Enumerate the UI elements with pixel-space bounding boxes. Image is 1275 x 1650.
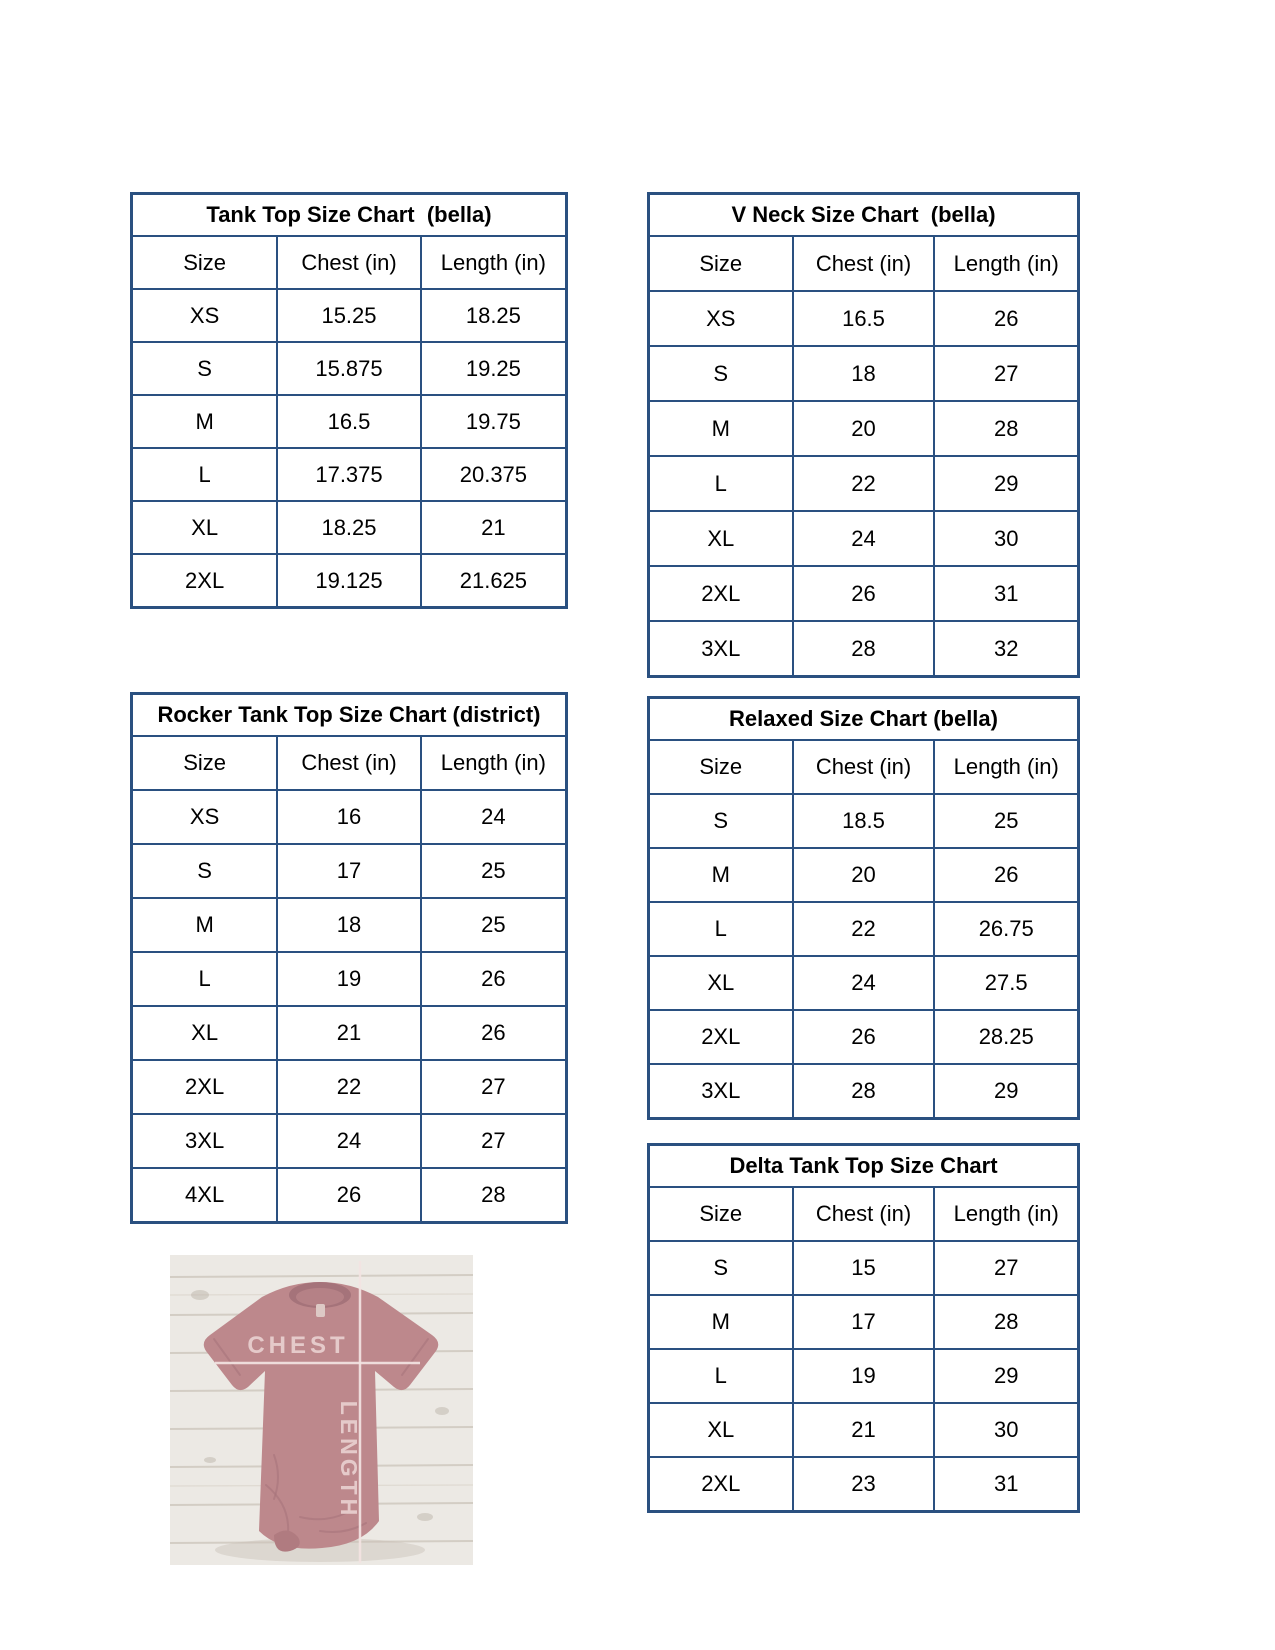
table-cell: 4XL xyxy=(132,1168,278,1223)
column-header: Chest (in) xyxy=(277,736,421,790)
table-cell: M xyxy=(649,848,793,902)
table-cell: 27 xyxy=(934,346,1078,401)
table-cell: 25 xyxy=(421,898,567,952)
table-cell: 3XL xyxy=(132,1114,278,1168)
table-cell: L xyxy=(132,448,278,501)
table-cell: 2XL xyxy=(132,554,278,608)
table-cell: 28 xyxy=(934,1295,1078,1349)
table-cell: 26 xyxy=(793,566,935,621)
table-cell: 18 xyxy=(277,898,421,952)
table-cell: 27 xyxy=(421,1114,567,1168)
header-row xyxy=(132,236,567,289)
table-row xyxy=(132,501,567,554)
table-row xyxy=(649,956,1079,1010)
brand-tag xyxy=(316,1304,325,1317)
table-cell: L xyxy=(649,456,793,511)
table-cell: L xyxy=(649,1349,793,1403)
table-cell: 28 xyxy=(421,1168,567,1223)
table-cell: 27.5 xyxy=(934,956,1078,1010)
table-cell: 20 xyxy=(793,848,935,902)
table-cell: 28 xyxy=(793,1064,935,1119)
table-cell: XL xyxy=(649,1403,793,1457)
table-cell: 24 xyxy=(793,511,935,566)
column-header: Size xyxy=(132,736,278,790)
table-row xyxy=(649,1349,1079,1403)
table-cell: XL xyxy=(649,956,793,1010)
table-cell: 26 xyxy=(277,1168,421,1223)
table-row xyxy=(649,346,1079,401)
table-cell: 19 xyxy=(277,952,421,1006)
table-cell: 20.375 xyxy=(421,448,567,501)
table-row xyxy=(649,902,1079,956)
table-cell: 18.25 xyxy=(421,289,567,342)
table-cell: 15 xyxy=(793,1241,935,1295)
table-row xyxy=(132,1006,567,1060)
table-cell: S xyxy=(132,844,278,898)
table-cell: S xyxy=(649,346,793,401)
table-title: Rocker Tank Top Size Chart (district) xyxy=(132,694,567,737)
table-row xyxy=(132,952,567,1006)
table-row xyxy=(649,1010,1079,1064)
table-cell: M xyxy=(132,395,278,448)
table-cell: 18 xyxy=(793,346,935,401)
table-cell: 27 xyxy=(934,1241,1078,1295)
table-cell: 30 xyxy=(934,1403,1078,1457)
table-cell: 31 xyxy=(934,566,1078,621)
table-cell: 21 xyxy=(277,1006,421,1060)
table-cell: S xyxy=(649,794,793,848)
table-cell: 26 xyxy=(793,1010,935,1064)
table-row xyxy=(132,1168,567,1223)
table-cell: 27 xyxy=(421,1060,567,1114)
table-row xyxy=(649,291,1079,346)
table-cell: 25 xyxy=(934,794,1078,848)
table-tank-top-size-chart xyxy=(130,192,568,609)
table-row xyxy=(132,844,567,898)
table-cell: 2XL xyxy=(132,1060,278,1114)
column-header: Size xyxy=(649,236,793,291)
column-header: Length (in) xyxy=(934,236,1078,291)
table-cell: 19 xyxy=(793,1349,935,1403)
table-row xyxy=(649,794,1079,848)
column-header: Size xyxy=(649,1187,793,1241)
table-title: Relaxed Size Chart (bella) xyxy=(649,698,1079,741)
shirt-measurement-image xyxy=(170,1255,473,1565)
table-cell: 26 xyxy=(421,952,567,1006)
table-row xyxy=(649,621,1079,677)
table-cell: 28.25 xyxy=(934,1010,1078,1064)
table-cell: XL xyxy=(132,1006,278,1060)
table-cell: 26 xyxy=(934,291,1078,346)
table-cell: 25 xyxy=(421,844,567,898)
table-title: V Neck Size Chart (bella) xyxy=(649,194,1079,237)
table-cell: 2XL xyxy=(649,566,793,621)
column-header: Size xyxy=(649,740,793,794)
table-cell: 28 xyxy=(934,401,1078,456)
column-header: Length (in) xyxy=(934,740,1078,794)
table-cell: 19.125 xyxy=(277,554,421,608)
table-cell: 2XL xyxy=(649,1010,793,1064)
table-row xyxy=(132,1114,567,1168)
table-cell: 18.25 xyxy=(277,501,421,554)
table-cell: 21 xyxy=(793,1403,935,1457)
table-cell: 24 xyxy=(793,956,935,1010)
column-header: Length (in) xyxy=(421,236,567,289)
table-title: Delta Tank Top Size Chart xyxy=(649,1145,1079,1188)
table-cell: 31 xyxy=(934,1457,1078,1512)
table-cell: M xyxy=(649,1295,793,1349)
table-row xyxy=(132,448,567,501)
table-rocker-tank-top-size-chart xyxy=(130,692,568,1224)
table-cell: 26 xyxy=(934,848,1078,902)
table-cell: 32 xyxy=(934,621,1078,677)
length-label: LENGTH xyxy=(336,1400,362,1520)
chest-label: CHEST xyxy=(247,1332,349,1359)
table-v-neck-size-chart xyxy=(647,192,1080,678)
table-cell: M xyxy=(132,898,278,952)
table-relaxed-size-chart xyxy=(647,696,1080,1120)
table-cell: 3XL xyxy=(649,621,793,677)
table-cell: 26 xyxy=(421,1006,567,1060)
table-cell: 16.5 xyxy=(793,291,935,346)
table-cell: 15.875 xyxy=(277,342,421,395)
table-row xyxy=(132,790,567,844)
table-title: Tank Top Size Chart (bella) xyxy=(132,194,567,237)
table-cell: 19.25 xyxy=(421,342,567,395)
table-cell: 15.25 xyxy=(277,289,421,342)
table-cell: 20 xyxy=(793,401,935,456)
table-cell: 23 xyxy=(793,1457,935,1512)
table-row xyxy=(132,1060,567,1114)
table-row xyxy=(132,289,567,342)
header-row xyxy=(649,1187,1079,1241)
column-header: Chest (in) xyxy=(793,740,935,794)
header-row xyxy=(649,740,1079,794)
table-cell: 24 xyxy=(277,1114,421,1168)
table-cell: 29 xyxy=(934,1349,1078,1403)
table-cell: 28 xyxy=(793,621,935,677)
table-cell: XS xyxy=(132,289,278,342)
table-cell: 22 xyxy=(793,902,935,956)
table-cell: XL xyxy=(649,511,793,566)
column-header: Chest (in) xyxy=(277,236,421,289)
column-header: Length (in) xyxy=(421,736,567,790)
table-cell: 18.5 xyxy=(793,794,935,848)
header-row xyxy=(649,236,1079,291)
column-header: Size xyxy=(132,236,278,289)
table-cell: 19.75 xyxy=(421,395,567,448)
table-row xyxy=(649,1064,1079,1119)
table-row xyxy=(649,848,1079,902)
table-cell: XL xyxy=(132,501,278,554)
table-cell: M xyxy=(649,401,793,456)
table-cell: 16 xyxy=(277,790,421,844)
table-cell: 3XL xyxy=(649,1064,793,1119)
table-cell: L xyxy=(649,902,793,956)
table-row xyxy=(649,456,1079,511)
table-cell: 30 xyxy=(934,511,1078,566)
table-row xyxy=(649,1457,1079,1512)
table-cell: 29 xyxy=(934,1064,1078,1119)
table-cell: 26.75 xyxy=(934,902,1078,956)
table-row xyxy=(132,898,567,952)
table-cell: XS xyxy=(649,291,793,346)
table-cell: L xyxy=(132,952,278,1006)
table-cell: 16.5 xyxy=(277,395,421,448)
header-row xyxy=(132,736,567,790)
table-cell: S xyxy=(132,342,278,395)
table-cell: S xyxy=(649,1241,793,1295)
table-cell: XS xyxy=(132,790,278,844)
table-cell: 22 xyxy=(277,1060,421,1114)
table-row xyxy=(649,1403,1079,1457)
table-cell: 2XL xyxy=(649,1457,793,1512)
table-row xyxy=(649,1295,1079,1349)
table-cell: 24 xyxy=(421,790,567,844)
table-row xyxy=(132,342,567,395)
table-cell: 17 xyxy=(277,844,421,898)
table-cell: 17.375 xyxy=(277,448,421,501)
table-delta-tank-top-size-chart xyxy=(647,1143,1080,1513)
table-row xyxy=(649,566,1079,621)
table-row xyxy=(649,1241,1079,1295)
table-row xyxy=(132,554,567,608)
table-cell: 29 xyxy=(934,456,1078,511)
column-header: Chest (in) xyxy=(793,236,935,291)
table-cell: 22 xyxy=(793,456,935,511)
table-row xyxy=(132,395,567,448)
table-row xyxy=(649,511,1079,566)
column-header: Length (in) xyxy=(934,1187,1078,1241)
table-cell: 17 xyxy=(793,1295,935,1349)
table-row xyxy=(649,401,1079,456)
table-cell: 21.625 xyxy=(421,554,567,608)
table-cell: 21 xyxy=(421,501,567,554)
column-header: Chest (in) xyxy=(793,1187,935,1241)
